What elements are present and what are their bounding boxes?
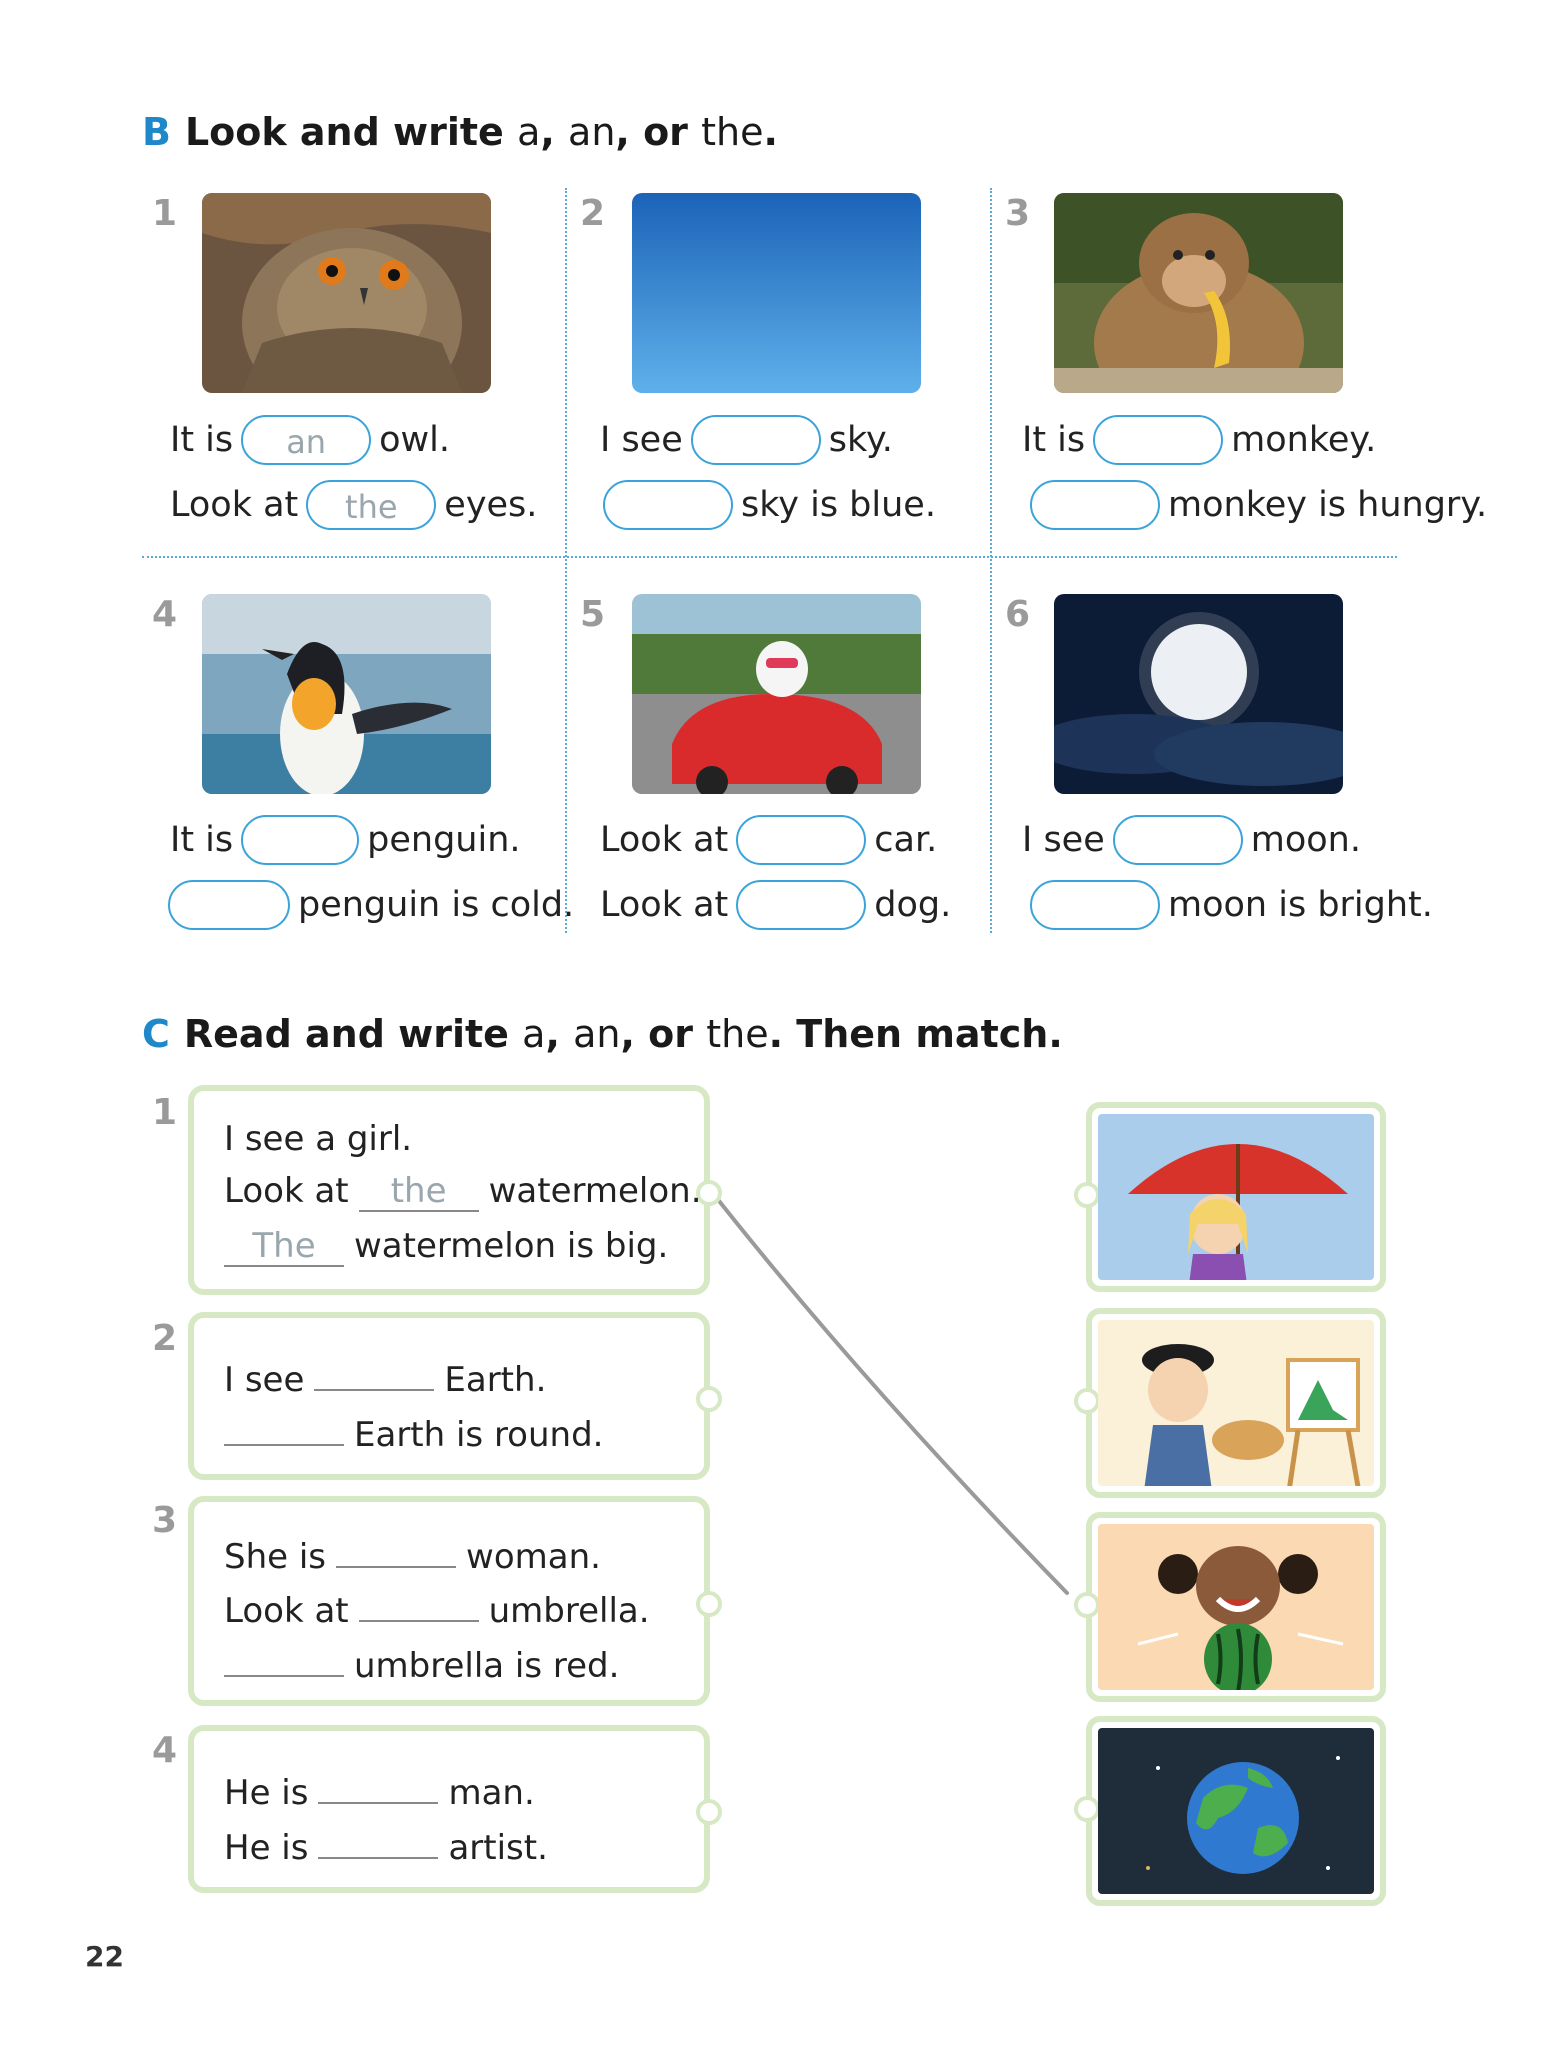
answer-blank[interactable] xyxy=(224,1408,344,1446)
b1-line2: Look at the eyes. xyxy=(170,480,537,530)
item-number: 3 xyxy=(1005,193,1031,234)
b4-line1: It is penguin. xyxy=(170,815,521,865)
b6-line1: I see moon. xyxy=(1022,815,1361,865)
item-number: 5 xyxy=(580,594,606,635)
sentence-card: She is woman. Look at umbrella. umbrella is red. xyxy=(188,1496,710,1706)
match-picture-artist[interactable] xyxy=(1086,1308,1386,1498)
b5-line2: Look at dog. xyxy=(600,880,951,930)
match-picture-umbrella-girl[interactable] xyxy=(1086,1102,1386,1292)
match-dot[interactable] xyxy=(1074,1796,1100,1822)
answer-blank[interactable] xyxy=(359,1584,479,1622)
item-number: 2 xyxy=(580,193,606,234)
answer-input[interactable]: an xyxy=(241,415,371,465)
b2-line2: sky is blue. xyxy=(595,480,936,530)
b4-line2: penguin is cold. xyxy=(160,880,574,930)
item-number: 6 xyxy=(1005,594,1031,635)
b6-line2: moon is bright. xyxy=(1022,880,1433,930)
item-number: 1 xyxy=(152,1092,178,1133)
section-b-letter: B xyxy=(142,110,171,154)
match-picture-watermelon-girl[interactable] xyxy=(1086,1512,1386,1702)
match-dot[interactable] xyxy=(696,1799,722,1825)
sentence-card: He is man. He is artist. xyxy=(188,1725,710,1893)
answer-blank[interactable] xyxy=(318,1821,438,1859)
answer-blank[interactable] xyxy=(318,1766,438,1804)
item-number: 2 xyxy=(152,1318,178,1359)
b5-line1: Look at car. xyxy=(600,815,937,865)
answer-blank[interactable]: The xyxy=(224,1229,344,1267)
b3-line1: It is monkey. xyxy=(1022,415,1376,465)
match-dot[interactable] xyxy=(1074,1388,1100,1414)
section-c-title: C Read and write a, an, or the. Then match. xyxy=(142,1012,1063,1056)
item-number: 3 xyxy=(152,1500,178,1541)
answer-blank[interactable] xyxy=(336,1530,456,1568)
section-b-title: B Look and write a, an, or the. xyxy=(142,110,778,154)
item-number: 1 xyxy=(152,193,178,234)
answer-blank[interactable]: the xyxy=(359,1174,479,1212)
item-number: 4 xyxy=(152,594,178,635)
sentence-card: I see a girl. Look at the watermelon. The watermelon is big. xyxy=(188,1085,710,1295)
match-picture-earth[interactable] xyxy=(1086,1716,1386,1906)
match-dot[interactable] xyxy=(696,1591,722,1617)
answer-blank[interactable] xyxy=(314,1353,434,1391)
page-number: 22 xyxy=(85,1940,124,1973)
match-dot[interactable] xyxy=(1074,1592,1100,1618)
answer-blank[interactable] xyxy=(224,1639,344,1677)
b3-line2: monkey is hungry. xyxy=(1022,480,1487,530)
match-dot[interactable] xyxy=(1074,1182,1100,1208)
sentence-card: I see Earth. Earth is round. xyxy=(188,1312,710,1480)
b1-line1: It is an owl. xyxy=(170,415,450,465)
item-number: 4 xyxy=(152,1730,178,1771)
match-dot[interactable] xyxy=(696,1386,722,1412)
section-c-letter: C xyxy=(142,1012,170,1056)
b2-line1: I see sky. xyxy=(600,415,893,465)
answer-input[interactable]: the xyxy=(306,480,436,530)
